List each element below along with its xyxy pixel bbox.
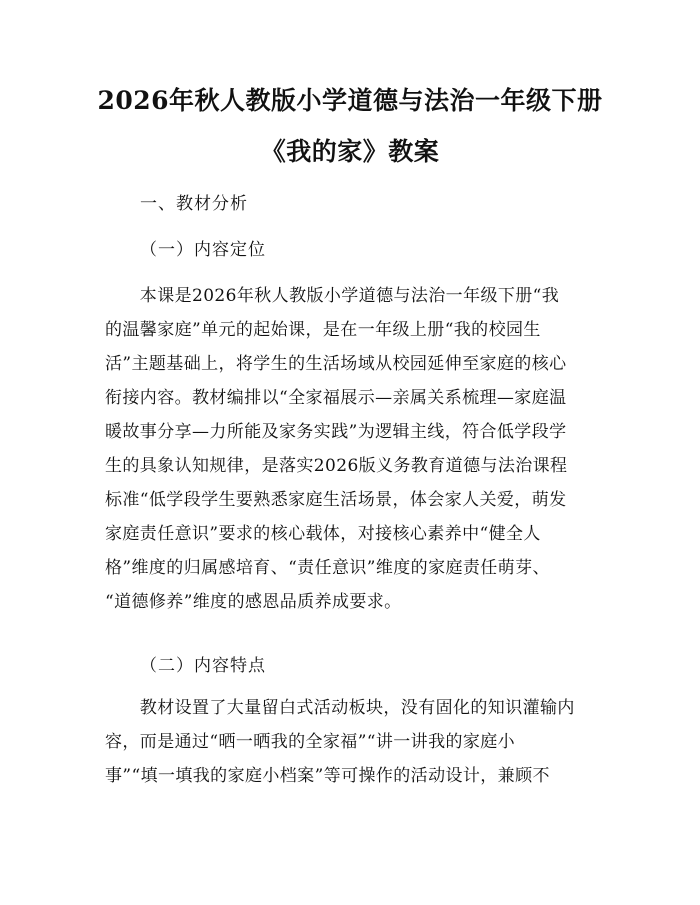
paragraph-line: 衔接内容。教材编排以“全家福展示—亲属关系梳理—家庭温 [105, 388, 567, 408]
paragraph-line: 标准“低学段学生要熟悉家庭生活场景，体会家人关爱，萌发 [105, 490, 567, 510]
paragraph-content-positioning [105, 279, 597, 619]
paragraph-line: 格”维度的归属感培育、“责任意识”维度的家庭责任萌芽、 [105, 558, 550, 578]
paragraph-line: 家庭责任意识”要求的核心载体，对接核心素养中“健全人 [105, 524, 541, 544]
paragraph-line: 暖故事分享—力所能及家务实践”为逻辑主线，符合低学段学 [105, 422, 567, 442]
subsection-heading-content-features: （二）内容特点 [140, 656, 266, 676]
paragraph-line: 生的具象认知规律，是落实2026版义务教育道德与法治课程 [105, 456, 568, 476]
section-heading-textbook-analysis: 一、教材分析 [140, 194, 248, 214]
paragraph-line: 本课是2026年秋人教版小学道德与法治一年级下册“我 [105, 286, 560, 306]
paragraph-line: 活”主题基础上，将学生的生活场域从校园延伸至家庭的核心 [105, 354, 567, 374]
paragraph-line: “道德修养”维度的感恩品质养成要求。 [105, 592, 402, 612]
document-title-line-1: 2026年秋人教版小学道德与法治一年级下册 [97, 86, 603, 115]
paragraph-content-features [105, 691, 597, 793]
document-title-line-2: 《我的家》教案 [260, 137, 440, 166]
paragraph-line: 教材设置了大量留白式活动板块，没有固化的知识灌输内 [105, 698, 575, 718]
subsection-heading-content-positioning: （一）内容定位 [140, 240, 266, 260]
paragraph-line: 事”“填一填我的家庭小档案”等可操作的活动设计，兼顾不 [105, 766, 550, 786]
paragraph-line: 的温馨家庭”单元的起始课，是在一年级上册“我的校园生 [105, 320, 541, 340]
paragraph-line: 容，而是通过“晒一晒我的全家福”“讲一讲我的家庭小 [105, 732, 516, 752]
